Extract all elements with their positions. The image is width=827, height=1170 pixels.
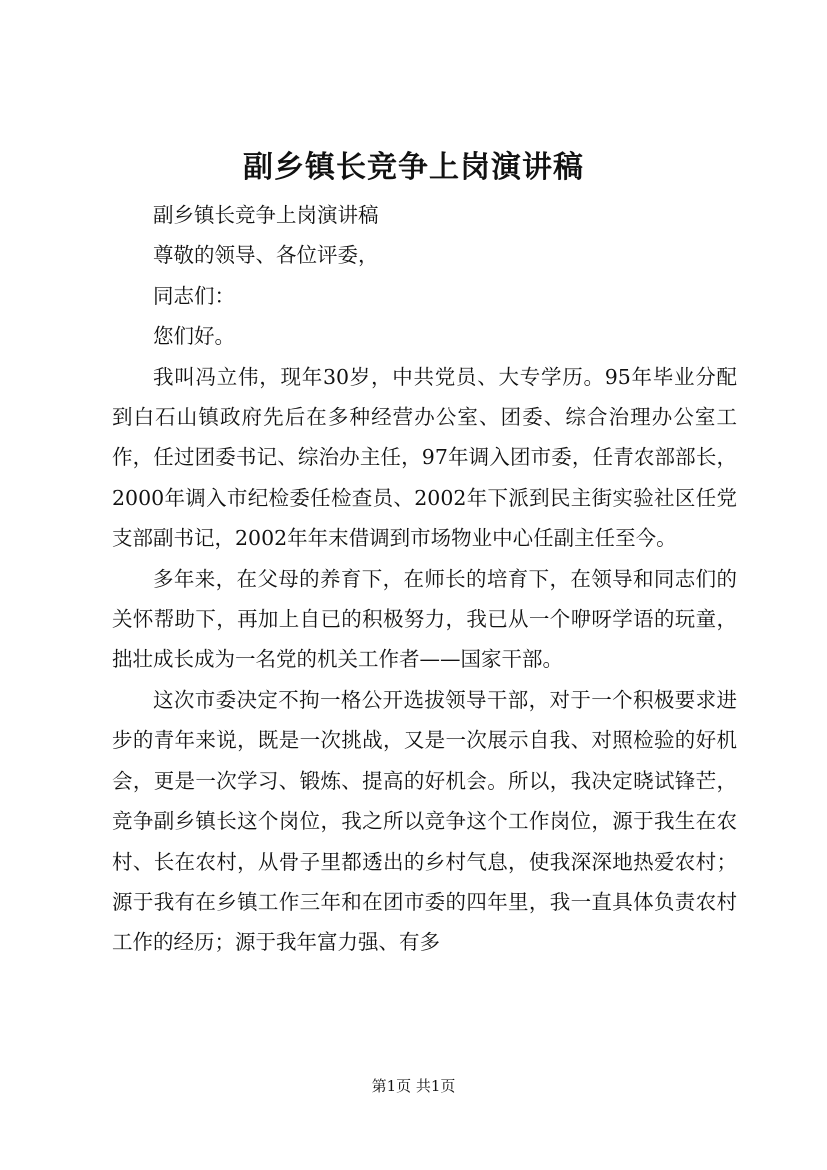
paragraph-introduction: 我叫冯立伟，现年30岁，中共党员、大专学历。95年毕业分配到白石山镇政府先后在多种经营办公室、团委、综合治理办公室工作，任过团委书记、综治办主任，97年调入团市委，任青农部部长，2000年调入市纪检委任检查员、2002年下派到民主街实验社区任党支部副书记，2002年年末借调到市场物业中心任副主任至今。	[112, 364, 737, 551]
document-body	[112, 195, 737, 963]
paragraph-greeting: 您们好。	[153, 324, 235, 349]
document-title: 副乡镇长竞争上岗演讲稿	[243, 150, 584, 185]
paragraph-growth: 多年来，在父母的养育下，在师长的培育下，在领导和同志们的关怀帮助下，再加上自已的积极努力，我已从一个咿呀学语的玩童，拙壮成长成为一名党的机关工作者——国家干部。	[112, 566, 737, 672]
paragraph-salutation: 尊敬的领导、各位评委，	[153, 243, 379, 268]
page-footer: 第1页 共1页	[371, 1077, 456, 1095]
paragraph-comrades: 同志们：	[153, 283, 235, 308]
paragraph-motivation: 这次市委决定不拘一格公开选拔领导干部，对于一个积极要求进步的青年来说，既是一次挑战，又是一次展示自我、对照检验的好机会，更是一次学习、锻炼、提高的好机会。所以，我决定晓试锋芒，竞争副乡镇长这个岗位，我之所以竞争这个工作岗位，源于我生在农村、长在农村，从骨子里都透出的乡村气息，使我深深地热爱农村；源于我有在乡镇工作三年和在团市委的四年里，我一直具体负责农村工作的经历；源于我年富力强、有多	[112, 687, 737, 955]
paragraph-subtitle: 副乡镇长竞争上岗演讲稿	[153, 203, 379, 227]
